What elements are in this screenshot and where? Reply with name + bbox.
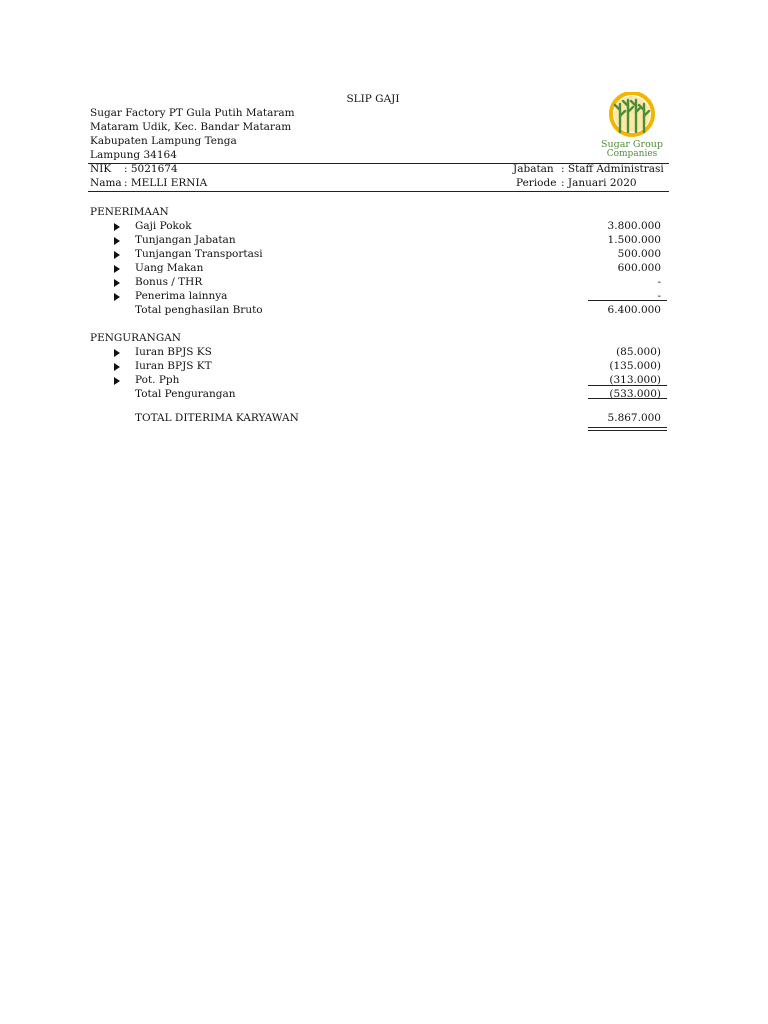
income-heading: PENERIMAAN: [90, 206, 169, 218]
income-subtotal-rule: [588, 300, 667, 301]
logo-text-line2: Companies: [606, 149, 658, 158]
net-total-label: TOTAL DITERIMA KARYAWAN: [135, 412, 299, 424]
periode-value: : Januari 2020: [561, 177, 637, 189]
income-item-value: 500.000: [617, 248, 661, 260]
chevron-right-icon: [114, 237, 120, 245]
name-label: Nama: [90, 177, 122, 189]
deduction-item-label: Iuran BPJS KS: [135, 346, 212, 358]
income-total-value: 6.400.000: [607, 304, 661, 316]
periode-label: Periode: [516, 177, 557, 189]
income-item-label: Tunjangan Jabatan: [135, 234, 236, 246]
deduction-subtotal-rule: [588, 385, 667, 386]
company-address-line1: Mataram Udik, Kec. Bandar Mataram: [90, 121, 292, 133]
income-item-value: -: [657, 290, 661, 302]
income-item-value: -: [657, 276, 661, 288]
sugar-group-logo: [600, 92, 664, 158]
income-item-label: Penerima lainnya: [135, 290, 228, 302]
deduction-total-rule: [588, 398, 667, 399]
deduction-item-label: Iuran BPJS KT: [135, 360, 212, 372]
deduction-item-value: (135.000): [609, 360, 661, 372]
net-total-rule-1: [588, 427, 667, 428]
chevron-right-icon: [114, 377, 120, 385]
chevron-right-icon: [114, 349, 120, 357]
nik-value: : 5021674: [124, 163, 178, 175]
income-total-label: Total penghasilan Bruto: [135, 304, 263, 316]
chevron-right-icon: [114, 293, 120, 301]
chevron-right-icon: [114, 363, 120, 371]
income-item-value: 600.000: [617, 262, 661, 274]
deduction-heading: PENGURANGAN: [90, 332, 181, 344]
info-bottom-rule: [88, 191, 669, 192]
sugar-cane-logo-icon: [600, 92, 664, 158]
jabatan-value: : Staff Administrasi: [561, 163, 664, 175]
logo-text-line1: Sugar Group: [601, 139, 663, 150]
deduction-item-value: (313.000): [609, 374, 661, 386]
deduction-total-label: Total Pengurangan: [135, 388, 236, 400]
company-address-line3: Lampung 34164: [90, 149, 177, 161]
net-total-rule-2: [588, 430, 667, 431]
income-item-label: Gaji Pokok: [135, 220, 192, 232]
company-address-line2: Kabupaten Lampung Tenga: [90, 135, 237, 147]
jabatan-label: Jabatan: [513, 163, 554, 175]
income-item-label: Uang Makan: [135, 262, 204, 274]
income-item-value: 1.500.000: [607, 234, 661, 246]
deduction-item-label: Pot. Pph: [135, 374, 180, 386]
name-value: : MELLI ERNIA: [124, 177, 208, 189]
net-total-value: 5.867.000: [607, 412, 661, 424]
income-item-label: Tunjangan Transportasi: [135, 248, 263, 260]
chevron-right-icon: [114, 223, 120, 231]
income-item-value: 3.800.000: [607, 220, 661, 232]
chevron-right-icon: [114, 251, 120, 259]
nik-label: NIK: [90, 163, 112, 175]
company-name: Sugar Factory PT Gula Putih Mataram: [90, 107, 295, 119]
slip-title: SLIP GAJI: [346, 93, 400, 105]
chevron-right-icon: [114, 279, 120, 287]
income-item-label: Bonus / THR: [135, 276, 203, 288]
chevron-right-icon: [114, 265, 120, 273]
deduction-total-value: (533.000): [609, 388, 661, 400]
deduction-item-value: (85.000): [616, 346, 661, 358]
